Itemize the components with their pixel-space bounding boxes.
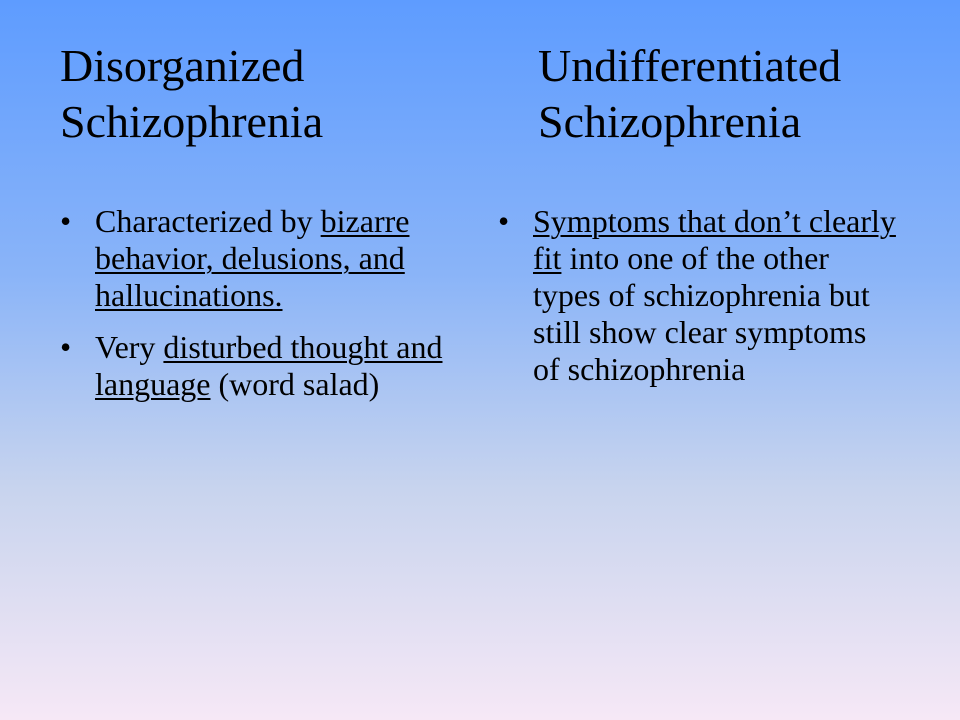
bullet-tail-text: (word salad) [210,366,380,402]
list-item [60,329,470,403]
list-item [60,203,470,314]
bullet-tail-text: into one of the other types of schizophrenia but still show clear symptoms of schizophrenia [533,240,870,387]
left-bullet-list [60,203,470,418]
right-heading-line2: Schizophrenia [538,96,802,147]
right-heading [538,38,841,150]
left-heading-line1: Disorganized [60,40,305,91]
bullet-underlined-text: disturbed thought and language [95,329,443,402]
bullet-lead-text: Characterized by [95,203,321,239]
bullet-icon: • [60,329,72,365]
bullet-icon: • [60,203,72,239]
right-bullet-list [498,203,898,403]
right-heading-line1: Undifferentiated [538,40,842,91]
left-heading-line2: Schizophrenia [60,96,324,147]
bullet-underlined-text: Symptoms that don’t clearly fit [533,203,896,276]
bullet-underlined-text: bizarre behavior, delusions, and hallucinations. [95,203,410,313]
list-item [498,203,898,388]
bullet-icon: • [498,203,510,239]
bullet-lead-text: Very [95,329,164,365]
left-heading [60,38,323,150]
